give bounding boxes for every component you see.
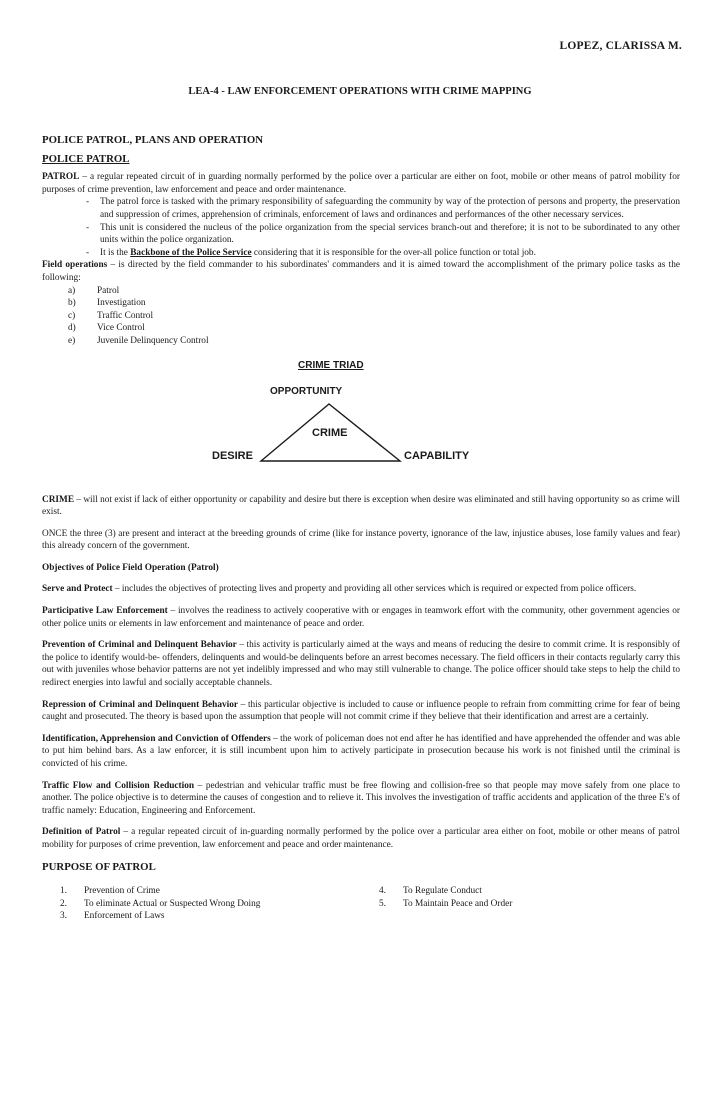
triad-capability-label: CAPABILITY (404, 449, 470, 462)
triangle-shape (42, 360, 680, 484)
objective-paragraph: Traffic Flow and Collision Reduction – pedestrian and vehicular traffic must be free flowing and collision-free so that people may move safely from one place to another. The police objective is to determine the causes of congestion and to relieve it. This involves the investigation of traffic accidents and application of the three E's of traffic namely: Education, Engineering and Enforcement. (42, 780, 680, 816)
bullet-item: - It is the Backbone of the Police Service considering that it is responsible for the over-all police function or total job. (86, 247, 536, 258)
section-heading: POLICE PATROL, PLANS AND OPERATION (42, 134, 264, 146)
objectives-heading: Objectives of Police Field Operation (Patrol) (42, 562, 219, 573)
author-name: LOPEZ, CLARISSA M. (559, 40, 682, 52)
bullet-item: - The patrol force is tasked with the primary responsibility of safeguarding the community by way of the protection of persons and property, the preservation and suppression of crimes, apprehension of criminals, enforcement of laws and ordinances and performances of the other necessary services. (86, 197, 680, 220)
objective-paragraph: Prevention of Criminal and Delinquent Behavior – this activity is particularly aimed at the ways and means of reducing the desire to commit crime. It is responsibly of the police to identify would-be- offenders, delinquents and would-be delinquents before an arrest becomes necessary. The field officers in their contacts regularly carry this out with juveniles whose behavior patterns are not yet indelibly impressed and who may still vulnerable to change. The police officer should take steps to help the child to redirect energies into lawful and socially acceptable channels. (42, 640, 680, 689)
list-item: b) Investigation (68, 298, 146, 309)
objective-paragraph: Serve and Protect – includes the objectives of protecting lives and property and providing all other services which is required or expected from police officers. (42, 584, 637, 595)
bullet-text: This unit is considered the nucleus of the police organization from the special services branch-out and therefore; it is not to be subordinated to any other units within the police organization. (100, 222, 680, 246)
triad-crime-label: CRIME (312, 426, 348, 439)
triad-opportunity-label: OPPORTUNITY (270, 385, 343, 397)
list-item: c) Traffic Control (68, 310, 154, 321)
document-title: LEA-4 - LAW ENFORCEMENT OPERATIONS WITH CRIME MAPPING (188, 86, 532, 97)
field-operations-text: – is directed by the field commander to his subordinates' commanders and it is aimed toward the accomplishment of the primary police tasks as the following: (42, 260, 680, 283)
purpose-heading: PURPOSE OF PATROL (42, 860, 156, 873)
patrol-definition (42, 171, 680, 196)
patrol-term: PATROL (42, 172, 80, 183)
bullet-text: It is the (100, 247, 131, 258)
list-item: a) Patrol (68, 285, 120, 296)
once-paragraph: ONCE the three (3) are present and interact at the breeding grounds of crime (like for instance poverty, ignorance of the law, injustice abuses, lose family values and fear) this already concern of the government. (42, 528, 680, 552)
list-item: d) Vice Control (68, 323, 145, 334)
document-body (42, 134, 680, 937)
list-item: 4. To Regulate Conduct (379, 886, 482, 897)
list-item: 2. To eliminate Actual or Suspected Wrong Doing (60, 898, 261, 909)
field-operations-definition (42, 259, 680, 284)
objective-paragraph: Identification, Apprehension and Conviction of Offenders – the work of policeman does not end after he has identified and have apprehended the offender and was able to put him behind bars. As a law enforcer, it is still incumbent upon him to actively participate in prosecution because his work is not finished until the criminal is convicted of his crime. (42, 733, 680, 769)
list-item: 1. Prevention of Crime (60, 886, 160, 897)
crime-triad-diagram (42, 360, 680, 484)
objective-paragraph: Participative Law Enforcement – involves the readiness to actively cooperative with or engages in teamwork effort with the community, other government agencies or other police units or elements in law enforcement and maintenance of peace and order. (42, 606, 680, 629)
subsection-heading: POLICE PATROL (42, 152, 130, 165)
police-tasks-list (42, 285, 680, 348)
bullet-text: considering that it is responsible for the over-all police function or total job. (251, 247, 536, 258)
purpose-list (42, 885, 680, 937)
bullet-item: - This unit is considered the nucleus of the police organization from the special services branch-out and therefore; it is not to be subordinated to any other units within the police organization. (86, 222, 680, 246)
patrol-bullets (42, 196, 680, 259)
objective-paragraph: Definition of Patrol – a regular repeated circuit of in-guarding normally performed by the police over a particular area either on foot, mobile or other means of patrol mobility for purposes of crime prevention, law enforcement and peace and order maintenance. (42, 827, 680, 850)
list-item: e) Juvenile Delinquency Control (68, 335, 209, 346)
purpose-column-left (60, 885, 260, 923)
backbone-emphasis: Backbone of the Police Service (130, 247, 252, 258)
list-item: 3. Enforcement of Laws (60, 911, 165, 922)
crime-paragraph: CRIME – will not exist if lack of either opportunity or capability and desire but there is exception when desire was eliminated and still having opportunity so as crime will exist. (42, 494, 680, 518)
list-item: 5. To Maintain Peace and Order (379, 898, 513, 909)
field-operations-term: Field operations (42, 260, 108, 271)
bullet-text: The patrol force is tasked with the primary responsibility of safeguarding the community by way of the protection of persons and property, the preservation and suppression of crimes, apprehension of criminals, enforcement of laws and ordinances and performances of the other necessary services. (100, 197, 680, 220)
patrol-def-text: – a regular repeated circuit of in guarding normally performed by the police over a particular are either on foot, mobile or other means of patrol mobility for purposes of crime prevention, law enforcement and peace and order maintenance. (42, 172, 680, 195)
triad-title: CRIME TRIAD (298, 359, 364, 371)
crime-term: CRIME (42, 494, 75, 505)
triad-desire-label: DESIRE (212, 449, 253, 462)
purpose-column-right (379, 885, 512, 910)
objective-paragraph: Repression of Criminal and Delinquent Behavior – this particular objective is included to cause or influence people to refrain from committing crime for fear of being caught and prosecuted. The theory is based upon the assumption that people will not commit crime if they believe that their identification and arrest are a certainly. (42, 699, 680, 723)
